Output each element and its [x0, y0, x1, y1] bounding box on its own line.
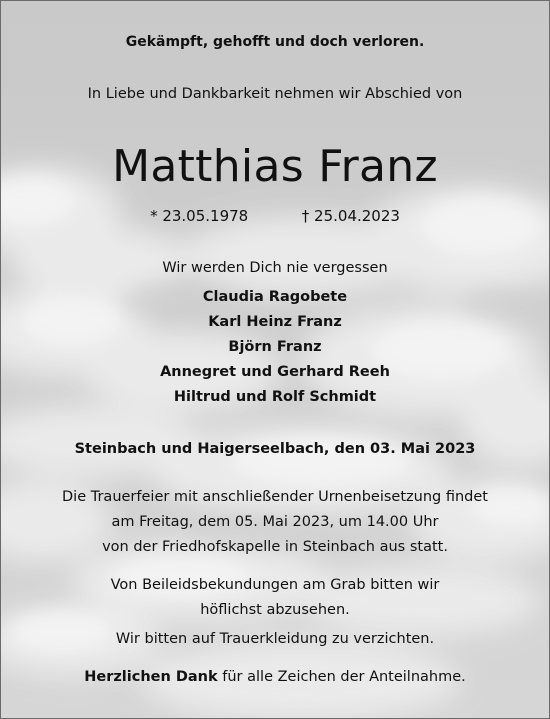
deceased-name: Matthias Franz — [112, 141, 438, 192]
obituary-content — [1, 1, 549, 718]
life-dates — [1, 207, 549, 225]
mourner-5: Hiltrud und Rolf Schmidt — [173, 389, 377, 405]
mourner-3: Björn Franz — [228, 339, 322, 355]
mourner-1: Claudia Ragobete — [202, 289, 348, 305]
thanks-rest: für alle Zeichen der Anteilnahme. — [217, 669, 466, 685]
service-line-2: am Freitag, dem 05. Mai 2023, um 14.00 Uhr — [111, 514, 439, 530]
condolence-line-1: Von Beileidsbekundungen am Grab bitten wir — [110, 577, 440, 593]
place-and-date: Steinbach und Haigerseelbach, den 03. Mai 2023 — [74, 441, 476, 457]
intro-text: In Liebe und Dankbarkeit nehmen wir Abschied von — [87, 86, 463, 102]
motto: Gekämpft, gehofft und doch verloren. — [125, 34, 425, 50]
death-date: † 25.04.2023 — [301, 207, 400, 225]
clothing-note: Wir bitten auf Trauerkleidung zu verzichten. — [115, 631, 435, 647]
condolence-line-2: höflichst abzusehen. — [200, 602, 350, 618]
remembrance-text: Wir werden Dich nie vergessen — [162, 260, 388, 276]
birth-date: * 23.05.1978 — [150, 207, 249, 225]
mourner-4: Annegret und Gerhard Reeh — [160, 364, 390, 380]
service-line-1: Die Trauerfeier mit anschließender Urnenbeisetzung findet — [62, 489, 488, 505]
mourner-2: Karl Heinz Franz — [208, 314, 342, 330]
thanks-line — [1, 669, 549, 685]
thanks-bold: Herzlichen Dank — [84, 669, 218, 685]
service-line-3: von der Friedhofskapelle in Steinbach aus statt. — [102, 539, 448, 555]
